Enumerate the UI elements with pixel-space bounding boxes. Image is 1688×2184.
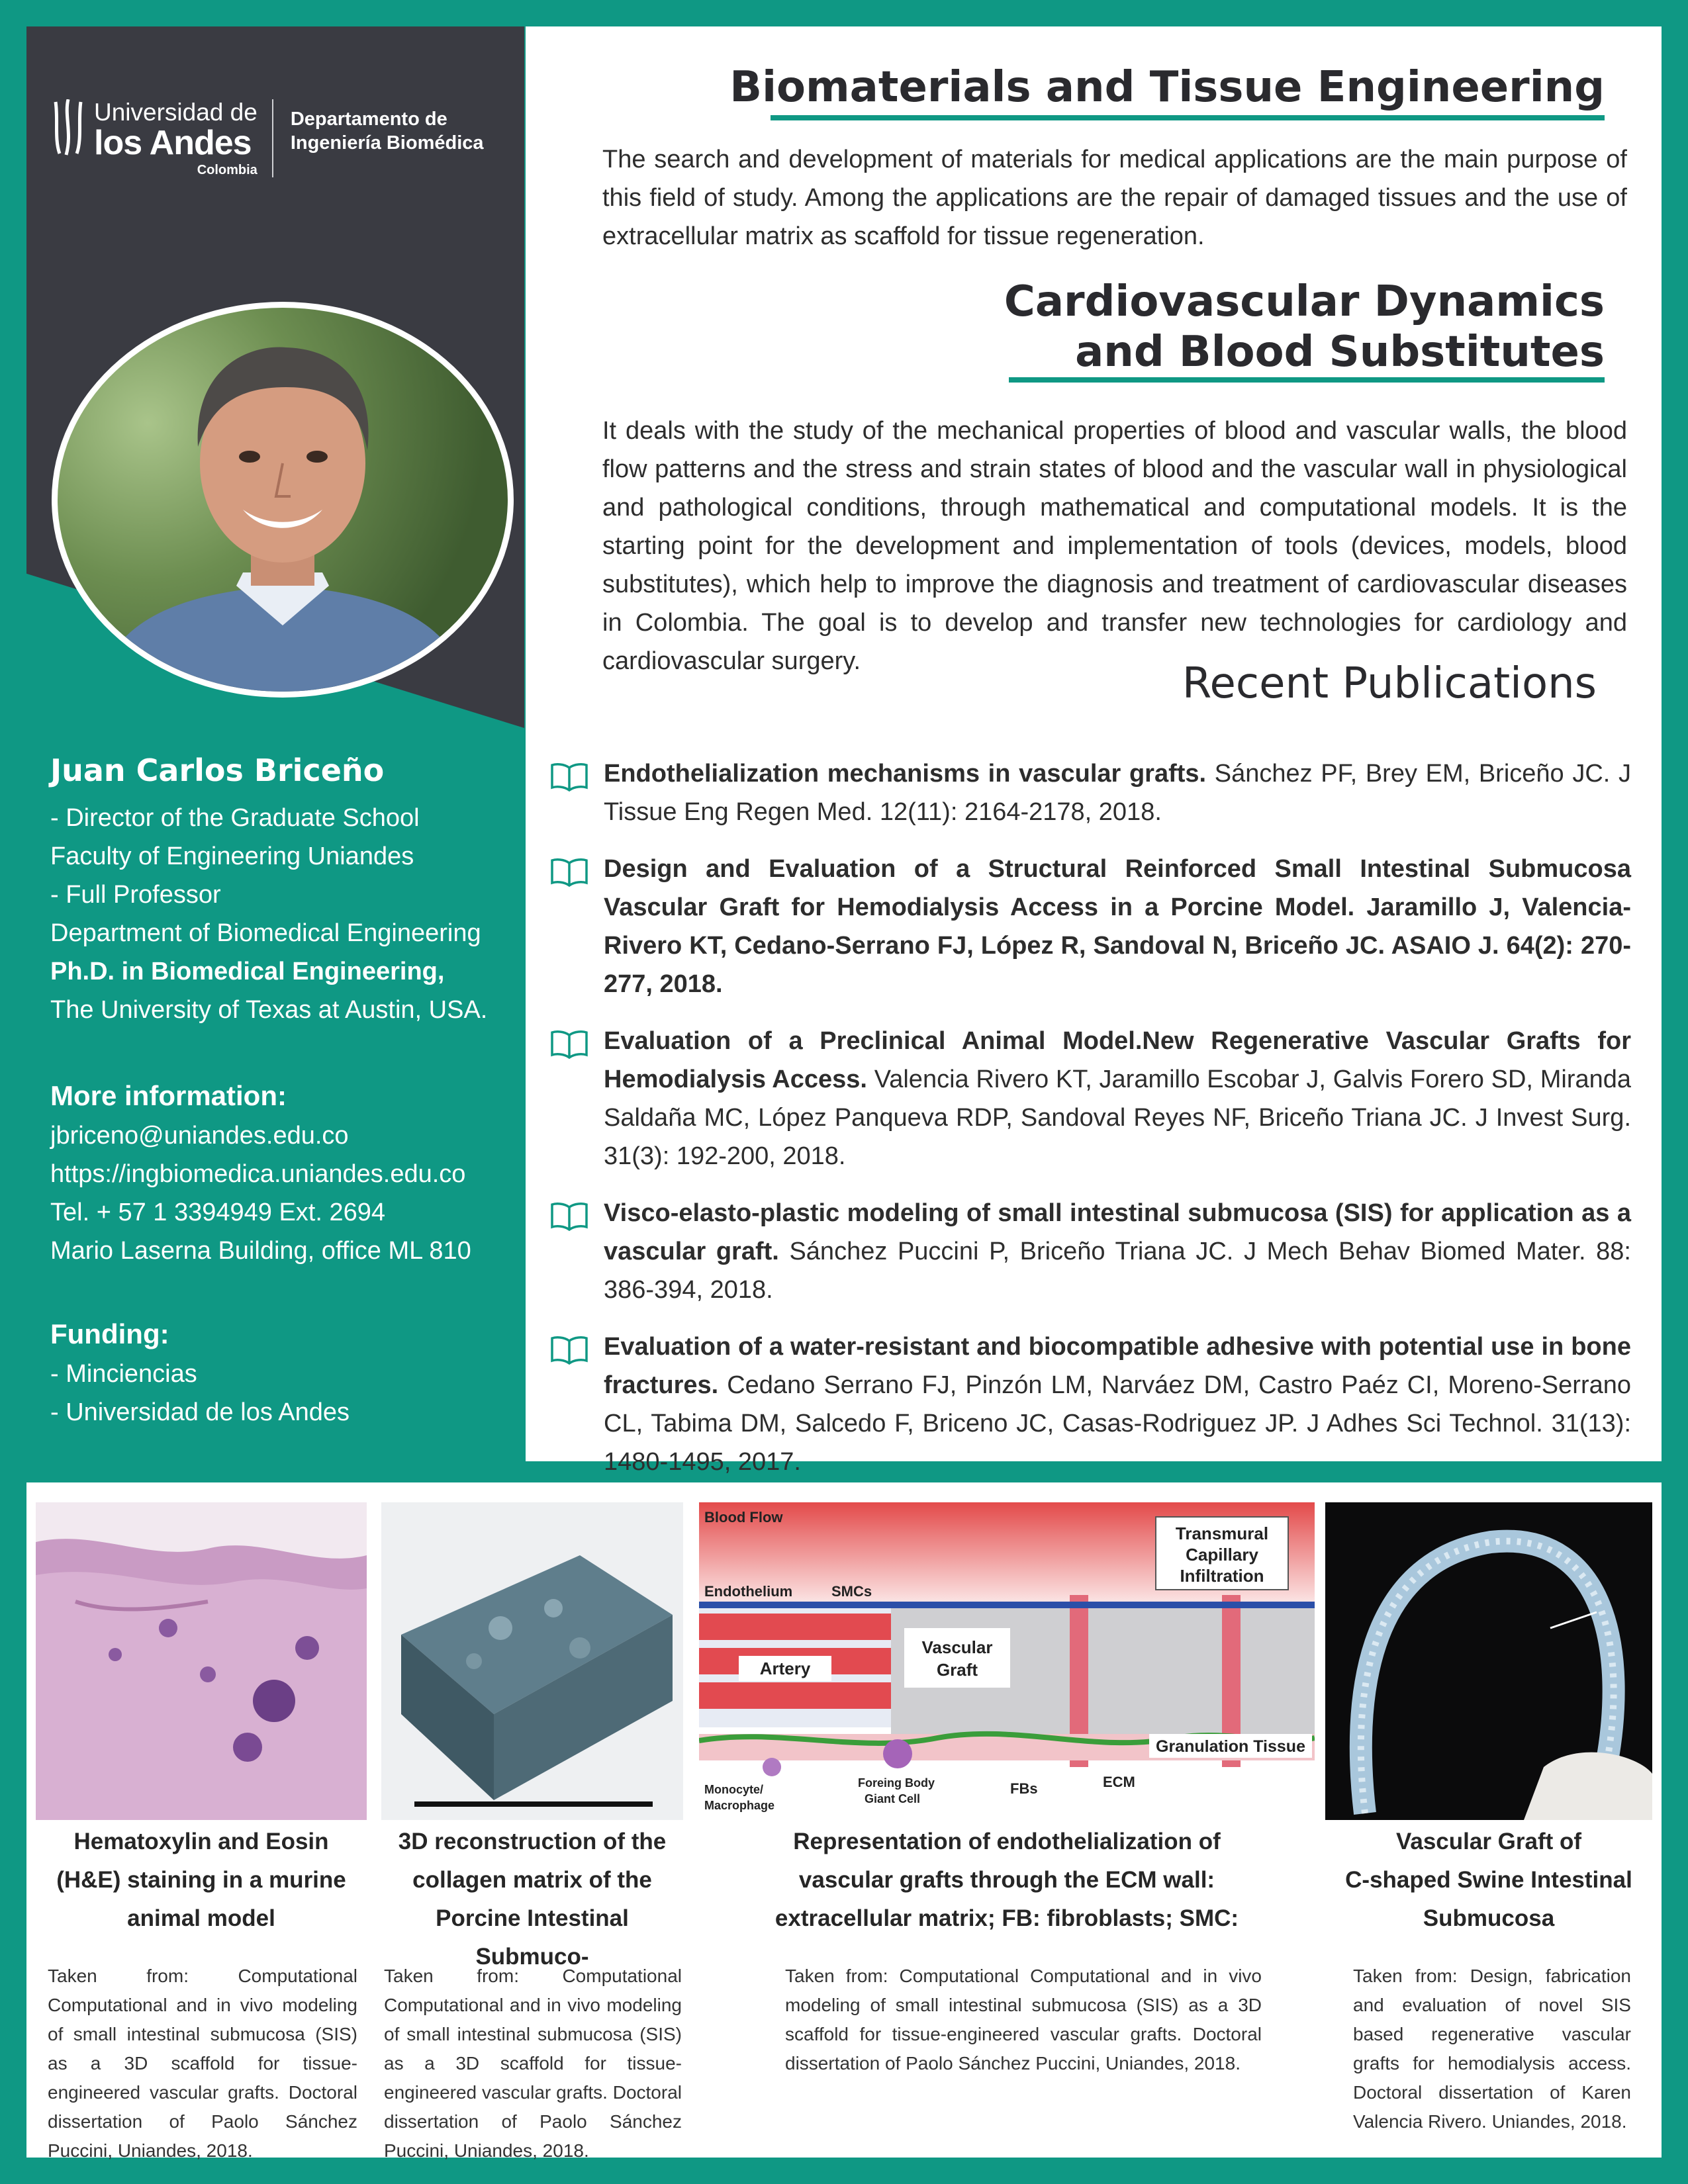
biomaterials-title: Biomaterials and Tissue Engineering [729, 63, 1605, 112]
biomaterials-text: The search and development of materials for medical applications are the main purpose of this field of study. Among the applications are the repair of damaged tissues and the use of extracellular matrix as scaffold for tissue regeneration. [602, 146, 1627, 250]
publication-title: Evaluation of a Preclinical Animal Model.New Regenerative Vascular Grafts for Hemodialysis Access. [604, 1027, 1631, 1093]
country-label: Colombia [197, 163, 258, 177]
funding-item: - Universidad de los Andes [50, 1398, 350, 1426]
figure-source: Taken from: Computational Computational and in vivo modeling of small intestinal submucosa (SIS) as a 3D scaffold for tissue-engineered vascular grafts. Doctoral dissertation of Paolo Sánchez Puccini, Uniandes, 2018. [48, 1966, 357, 2161]
biomaterials-title-rule [771, 115, 1605, 120]
publication-text [604, 850, 1631, 1003]
profile-photo [52, 302, 514, 698]
department-line1: Departamento de [290, 109, 447, 130]
publication-item [549, 1328, 1631, 1481]
open-book-icon [549, 762, 589, 792]
university-line2: los Andes [94, 124, 252, 162]
cardio-title [1004, 277, 1605, 377]
open-book-icon [549, 1202, 589, 1231]
figure-title-line: Hematoxylin and Eosin [73, 1829, 329, 1854]
figure-title-line: C-shaped Swine Intestinal [1345, 1867, 1632, 1893]
publication-citation: Cedano Serrano FJ, Pinzón LM, Narváez DM, Castro Paéz CI, Moreno-Serrano CL, Tabima DM, Salcedo F, Briceno JC, Casas-Rodriguez JP. J Adhes Sci Technol. 31(13): 1480-1495, 2017. [604, 1371, 1631, 1476]
department-line2: Ingeniería Biomédica [290, 132, 484, 154]
open-book-icon [549, 1336, 589, 1365]
publication-list [549, 754, 1631, 1500]
logo-divider [272, 99, 273, 177]
portrait-illustration [58, 308, 508, 692]
transmural-label-3: Infiltration [1180, 1566, 1264, 1586]
profile-degree: Ph.D. in Biomedical Engineering, [50, 958, 445, 985]
publication-item [549, 1194, 1631, 1309]
monocyte-label: Monocyte/ [704, 1783, 764, 1796]
figure-title-line: Submucosa [1423, 1905, 1555, 1931]
granulation-label: Granulation Tissue [1156, 1737, 1305, 1756]
fbs-label: FBs [1010, 1780, 1038, 1797]
cardio-text: It deals with the study of the mechanical properties of blood and vascular walls, the blood flow patterns and the stress and strain states of blood and the vascular wall in physiological and pathological conditions, through mathematical and computational models. It is the starting point for the development and implementation of tools (devices, models, blood substitutes), which help to improve the diagnosis and treatment of cardiovascular diseases in Colombia. The goal is to develop and transfer new technologies for cardiology and cardiovascular surgery. [602, 417, 1627, 675]
vascular-graft-photo [1325, 1502, 1652, 1820]
contact-phone: Tel. + 57 1 3394949 Ext. 2694 [50, 1199, 386, 1226]
publication-citation: Sánchez Puccini P, Briceño Triana JC. J Mech Behav Biomed Mater. 88: 386-394, 2018. [604, 1238, 1631, 1304]
contact-office: Mario Laserna Building, office ML 810 [50, 1237, 471, 1265]
publication-item [549, 1022, 1631, 1175]
collagen-3d-image [381, 1502, 683, 1820]
he-staining-image [36, 1502, 367, 1820]
figure-title-line: 3D reconstruction of the [398, 1829, 667, 1854]
profile-line: Department of Biomedical Engineering [50, 919, 481, 947]
publication-title: Endothelialization mechanisms in vascular grafts. [604, 760, 1207, 788]
figure-title-line: vascular grafts through the ECM wall: [798, 1867, 1215, 1893]
publication-title: Design and Evaluation of a Structural Reinforced Small Intestinal Submucosa Vascular Graft for Hemodialysis Access in a Porcine Model. Jaramillo J, Valencia-Rivero KT, Cedano-Serrano FJ, López R, Sandoval N, Briceño JC. ASAIO J. 64(2): 270-277, 2018. [604, 855, 1631, 998]
figure-title-line: Porcine Intestinal Submuco- [436, 1905, 629, 1970]
foreign-body-label: Foreing Body [858, 1776, 935, 1790]
funding-item: - Minciencias [50, 1360, 197, 1388]
figure-title [1325, 1823, 1652, 1938]
profile-line: - Full Professor [50, 881, 221, 909]
macrophage-label: Macrophage [704, 1799, 775, 1812]
profile-line: Faculty of Engineering Uniandes [50, 842, 414, 870]
university-logo [52, 99, 484, 178]
publication-item [549, 850, 1631, 1003]
cardio-title-rule [1009, 377, 1605, 383]
publications-heading: Recent Publications [1182, 659, 1597, 708]
figure-title-line: Representation of endothelialization of [793, 1829, 1221, 1854]
blood-flow-label: Blood Flow [704, 1509, 783, 1525]
publication-title: Evaluation of a water-resistant and biocompatible adhesive with potential use in bone fractures. [604, 1333, 1631, 1399]
giant-cell-label: Giant Cell [865, 1792, 921, 1805]
endothelialization-diagram [699, 1502, 1315, 1820]
figure-source: Taken from: Design, fabrication and evaluation of novel SIS based regenerative vascular grafts for hemodialysis access. Doctoral dissertation of Karen Valencia Rivero. Uniandes, 2018. [1353, 1966, 1631, 2132]
publication-text [604, 1022, 1631, 1175]
profile-line: - Director of the Graduate School [50, 804, 420, 832]
figure-title-line: extracellular matrix; FB: fibroblasts; SMC: [774, 1905, 1239, 1931]
publication-citation: Valencia Rivero KT, Jaramillo Escobar J, Galvis Forero SD, Miranda Saldaña MC, López Panqueva RDP, Sandoval Reyes NF, Briceño Triana JC. J Invest Surg. 31(3): 192-200, 2018. [604, 1066, 1632, 1170]
cardio-title-line1: Cardiovascular Dynamics [1004, 277, 1605, 326]
ecm-label: ECM [1103, 1774, 1135, 1790]
funding-heading: Funding: [50, 1318, 169, 1349]
main-content-panel [526, 26, 1662, 1476]
graft-label: Graft [936, 1660, 978, 1680]
transmural-label-1: Transmural [1175, 1524, 1269, 1543]
transmural-label-2: Capillary [1186, 1545, 1258, 1565]
figure-source: Taken from: Computational Computational and in vivo modeling of small intestinal submucosa (SIS) as a 3D scaffold for tissue-engineered vascular grafts. Doctoral dissertation of Paolo Sánchez Puccini, Uniandes, 2018. [785, 1966, 1262, 2073]
contact-website[interactable]: https://ingbiomedica.uniandes.edu.co [50, 1160, 466, 1188]
figure-title-line: collagen matrix of the [412, 1867, 652, 1893]
figure-title-line: animal model [127, 1905, 275, 1931]
department-name [291, 107, 484, 155]
artery-label: Artery [759, 1659, 811, 1678]
figure-source: Taken from: Computational Computational and in vivo modeling of small intestinal submucosa (SIS) as a 3D scaffold for tissue-engineered vascular grafts. Doctoral dissertation of Paolo Sánchez Puccini, Uniandes, 2018. [384, 1966, 682, 2161]
cardio-title-line2: and Blood Substitutes [1075, 328, 1605, 377]
figure-title-line: (H&E) staining in a murine [56, 1867, 346, 1893]
open-book-icon [549, 858, 589, 887]
andes-emblem-icon [52, 99, 85, 156]
open-book-icon [549, 1030, 589, 1059]
vascular-label: Vascular [921, 1637, 993, 1657]
smcs-label: SMCs [831, 1583, 872, 1600]
figure-gallery [26, 1482, 1662, 2161]
profile-info [50, 745, 514, 1432]
publication-citation: Sánchez PF, Brey EM, Briceño JC. J Tissue Eng Regen Med. 12(11): 2164-2178, 2018. [604, 760, 1631, 826]
university-wordmark [94, 99, 258, 178]
university-line1: Universidad de [94, 99, 258, 126]
figure-title [699, 1823, 1315, 1938]
contact-heading: More information: [50, 1080, 287, 1111]
publication-title: Visco-elasto-plastic modeling of small intestinal submucosa (SIS) for application as a vascular graft. [604, 1199, 1631, 1265]
publication-text [604, 754, 1631, 831]
figure-title [36, 1823, 367, 1938]
figure-title [381, 1823, 683, 1976]
figure-title-line: Vascular Graft of [1395, 1829, 1582, 1854]
endothelium-label: Endothelium [704, 1583, 793, 1600]
profile-institution: The University of Texas at Austin, USA. [50, 996, 488, 1024]
person-name: Juan Carlos Briceño [50, 752, 385, 788]
contact-email[interactable]: jbriceno@uniandes.edu.co [50, 1122, 349, 1150]
publication-text [604, 1194, 1631, 1309]
publication-text [604, 1328, 1631, 1481]
publication-item [549, 754, 1631, 831]
